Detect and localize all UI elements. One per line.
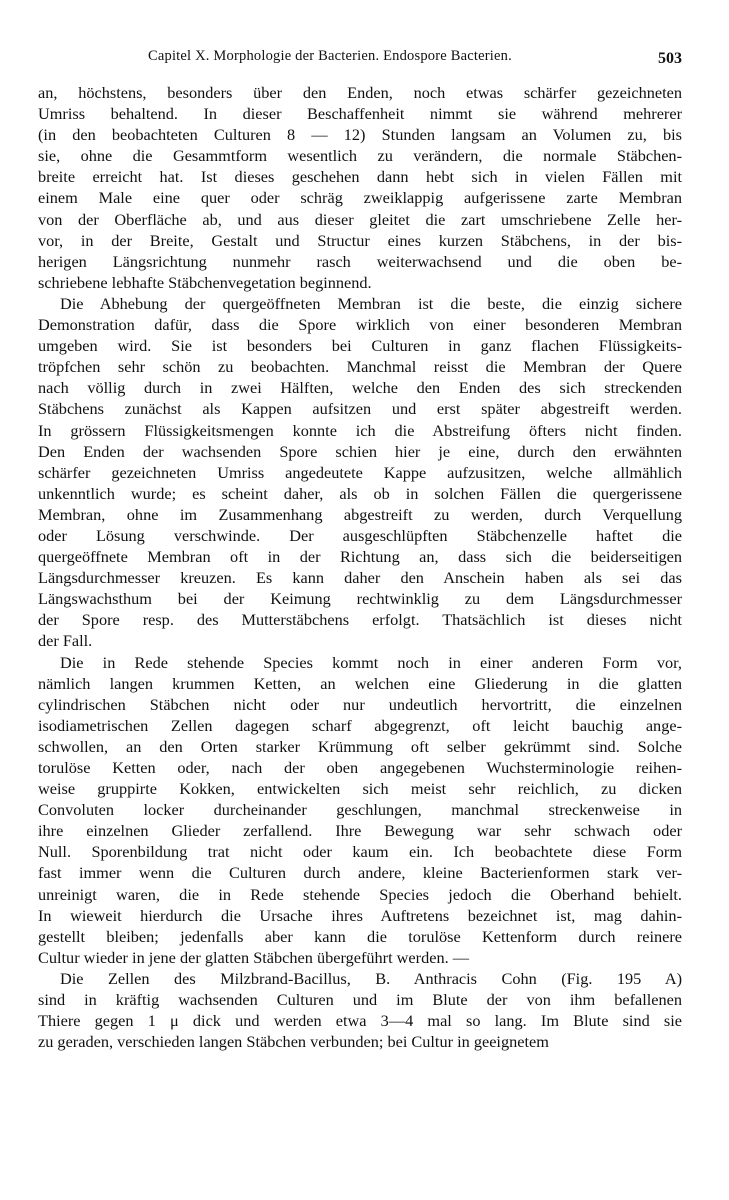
text-line: Längswachsthum bei der Keimung rechtwinklig zu dem Längsdurchmesser [38,589,682,609]
paragraph [38,968,682,1052]
text-line: Stäbchens zunächst als Kappen aufsitzen und erst später abgestreift werden. [38,399,682,419]
text-line: Null. Sporenbildung trat nicht oder kaum ein. Ich beobachtete diese Form [38,842,682,862]
text-line: herigen Längsrichtung nunmehr rasch weiterwachsend und die oben be- [38,251,682,271]
text-line: In wieweit hierdurch die Ursache ihres Auftretens bezeichnet ist, mag dahin- [38,905,682,925]
text-line: Die Abhebung der quergeöffneten Membran ist die beste, die einzig sichere [60,293,682,313]
running-head: Capitel X. Morphologie der Bacterien. Endospore Bacterien. [148,48,512,64]
text-line: Umriss behaltend. In dieser Beschaffenheit nimmt sie während mehrerer [38,104,682,124]
text-line: weise gruppirte Kokken, entwickelten sich meist sehr reichlich, zu dicken [38,779,682,799]
text-line: tröpfchen sehr schön zu beobachten. Manchmal reisst die Membran der Quere [38,357,682,377]
text-line: sie, ohne die Gesammtform wesentlich zu verändern, die normale Stäbchen- [38,146,682,166]
text-line: gestellt bleiben; jedenfalls aber kann die torulöse Kettenform durch reinere [38,926,682,946]
body-text [38,82,682,1052]
text-line: isodiametrischen Zellen dagegen scharf abgegrenzt, oft leicht bauchig ange- [38,715,682,735]
text-line: unkenntlich wurde; es scheint daher, als ob in solchen Fällen die quergerissene [38,483,682,503]
text-line: einem Male eine quer oder schräg zweiklappig aufgerissene zarte Membran [38,188,682,208]
text-line: Membran, ohne im Zusammenhang abgestreift zu werden, durch Verquellung [38,504,682,524]
text-line: breite erreicht hat. Ist dieses geschehen dann hebt sich in vielen Fällen mit [38,167,682,187]
paragraph [38,293,682,652]
page-number: 503 [658,50,682,67]
text-line: schriebene lebhafte Stäbchenvegetation beginnend. [38,272,372,292]
text-line: Die in Rede stehende Species kommt noch in einer anderen Form vor, [60,652,682,672]
paragraph [38,652,682,968]
text-line: ihre einzelnen Glieder zerfallend. Ihre Bewegung war sehr schwach oder [38,821,682,841]
text-line: sind in kräftig wachsenden Culturen und im Blute der von ihm befallenen [38,990,682,1010]
text-line: Cultur wieder in jene der glatten Stäbchen übergeführt werden. — [38,947,470,967]
text-line: nämlich langen krummen Ketten, an welchen eine Gliederung in die glatten [38,673,682,693]
text-line: an, höchstens, besonders über den Enden, noch etwas schärfer gezeichneten [38,83,682,102]
text-line: von der Oberfläche ab, und aus dieser gleitet die zart umschriebene Zelle her- [38,209,682,229]
text-line: unreinigt waren, die in Rede stehende Species jedoch die Oberhand behielt. [38,884,682,904]
text-line: vor, in der Breite, Gestalt und Structur eines kurzen Stäbchens, in der bis- [38,230,682,250]
text-line: Längsdurchmesser kreuzen. Es kann daher den Anschein haben als sei das [38,568,682,588]
text-line: torulöse Ketten oder, nach der oben angegebenen Wuchsterminologie reihen- [38,758,682,777]
text-line: Die Zellen des Milzbrand-Bacillus, B. Anthracis Cohn (Fig. 195 A) [60,968,682,988]
text-line: nach völlig durch in zwei Hälften, welche den Enden des sich streckenden [38,378,682,398]
text-line: Thiere gegen 1 μ dick und werden etwa 3—4 mal so lang. Im Blute sind sie [38,1011,682,1031]
text-line: (in den beobachteten Culturen 8 — 12) Stunden langsam an Volumen zu, bis [38,125,682,145]
text-line: umgeben wird. Sie ist besonders bei Culturen in ganz flachen Flüssigkeits- [38,336,682,356]
text-line: zu geraden, verschieden langen Stäbchen verbunden; bei Cultur in geeignetem [38,1032,549,1052]
text-line: der Spore resp. des Mutterstäbchens erfolgt. Thatsächlich ist dieses nicht [38,610,682,630]
text-line: schärfer gezeichneten Umriss angedeutete Kappe aufzusitzen, welche allmählich [38,462,682,482]
page-header [38,46,682,76]
text-line: Den Enden der wachsenden Spore schien hier je eine, durch den erwähnten [38,441,682,461]
text-line: schwollen, an den Orten starker Krümmung oft selber gekrümmt sind. Solche [38,736,682,756]
text-line: quergeöffnete Membran oft in der Richtung an, dass sich die beiderseitigen [38,547,682,567]
text-line: fast immer wenn die Culturen durch andere, kleine Bacterienformen stark ver- [38,863,682,883]
text-line: Demonstration dafür, dass die Spore wirklich von einer besonderen Membran [38,315,682,335]
text-line: cylindrischen Stäbchen nicht oder nur undeutlich hervortritt, die einzelnen [38,694,682,714]
text-line: Convoluten locker durcheinander geschlungen, manchmal streckenweise in [38,800,682,820]
text-line: der Fall. [38,631,93,651]
paragraph [38,82,682,293]
text-line: In grössern Flüssigkeitsmengen konnte ich die Abstreifung öfters nicht finden. [38,420,682,440]
text-line: oder Lösung verschwinde. Der ausgeschlüpften Stäbchenzelle haftet die [38,525,682,545]
